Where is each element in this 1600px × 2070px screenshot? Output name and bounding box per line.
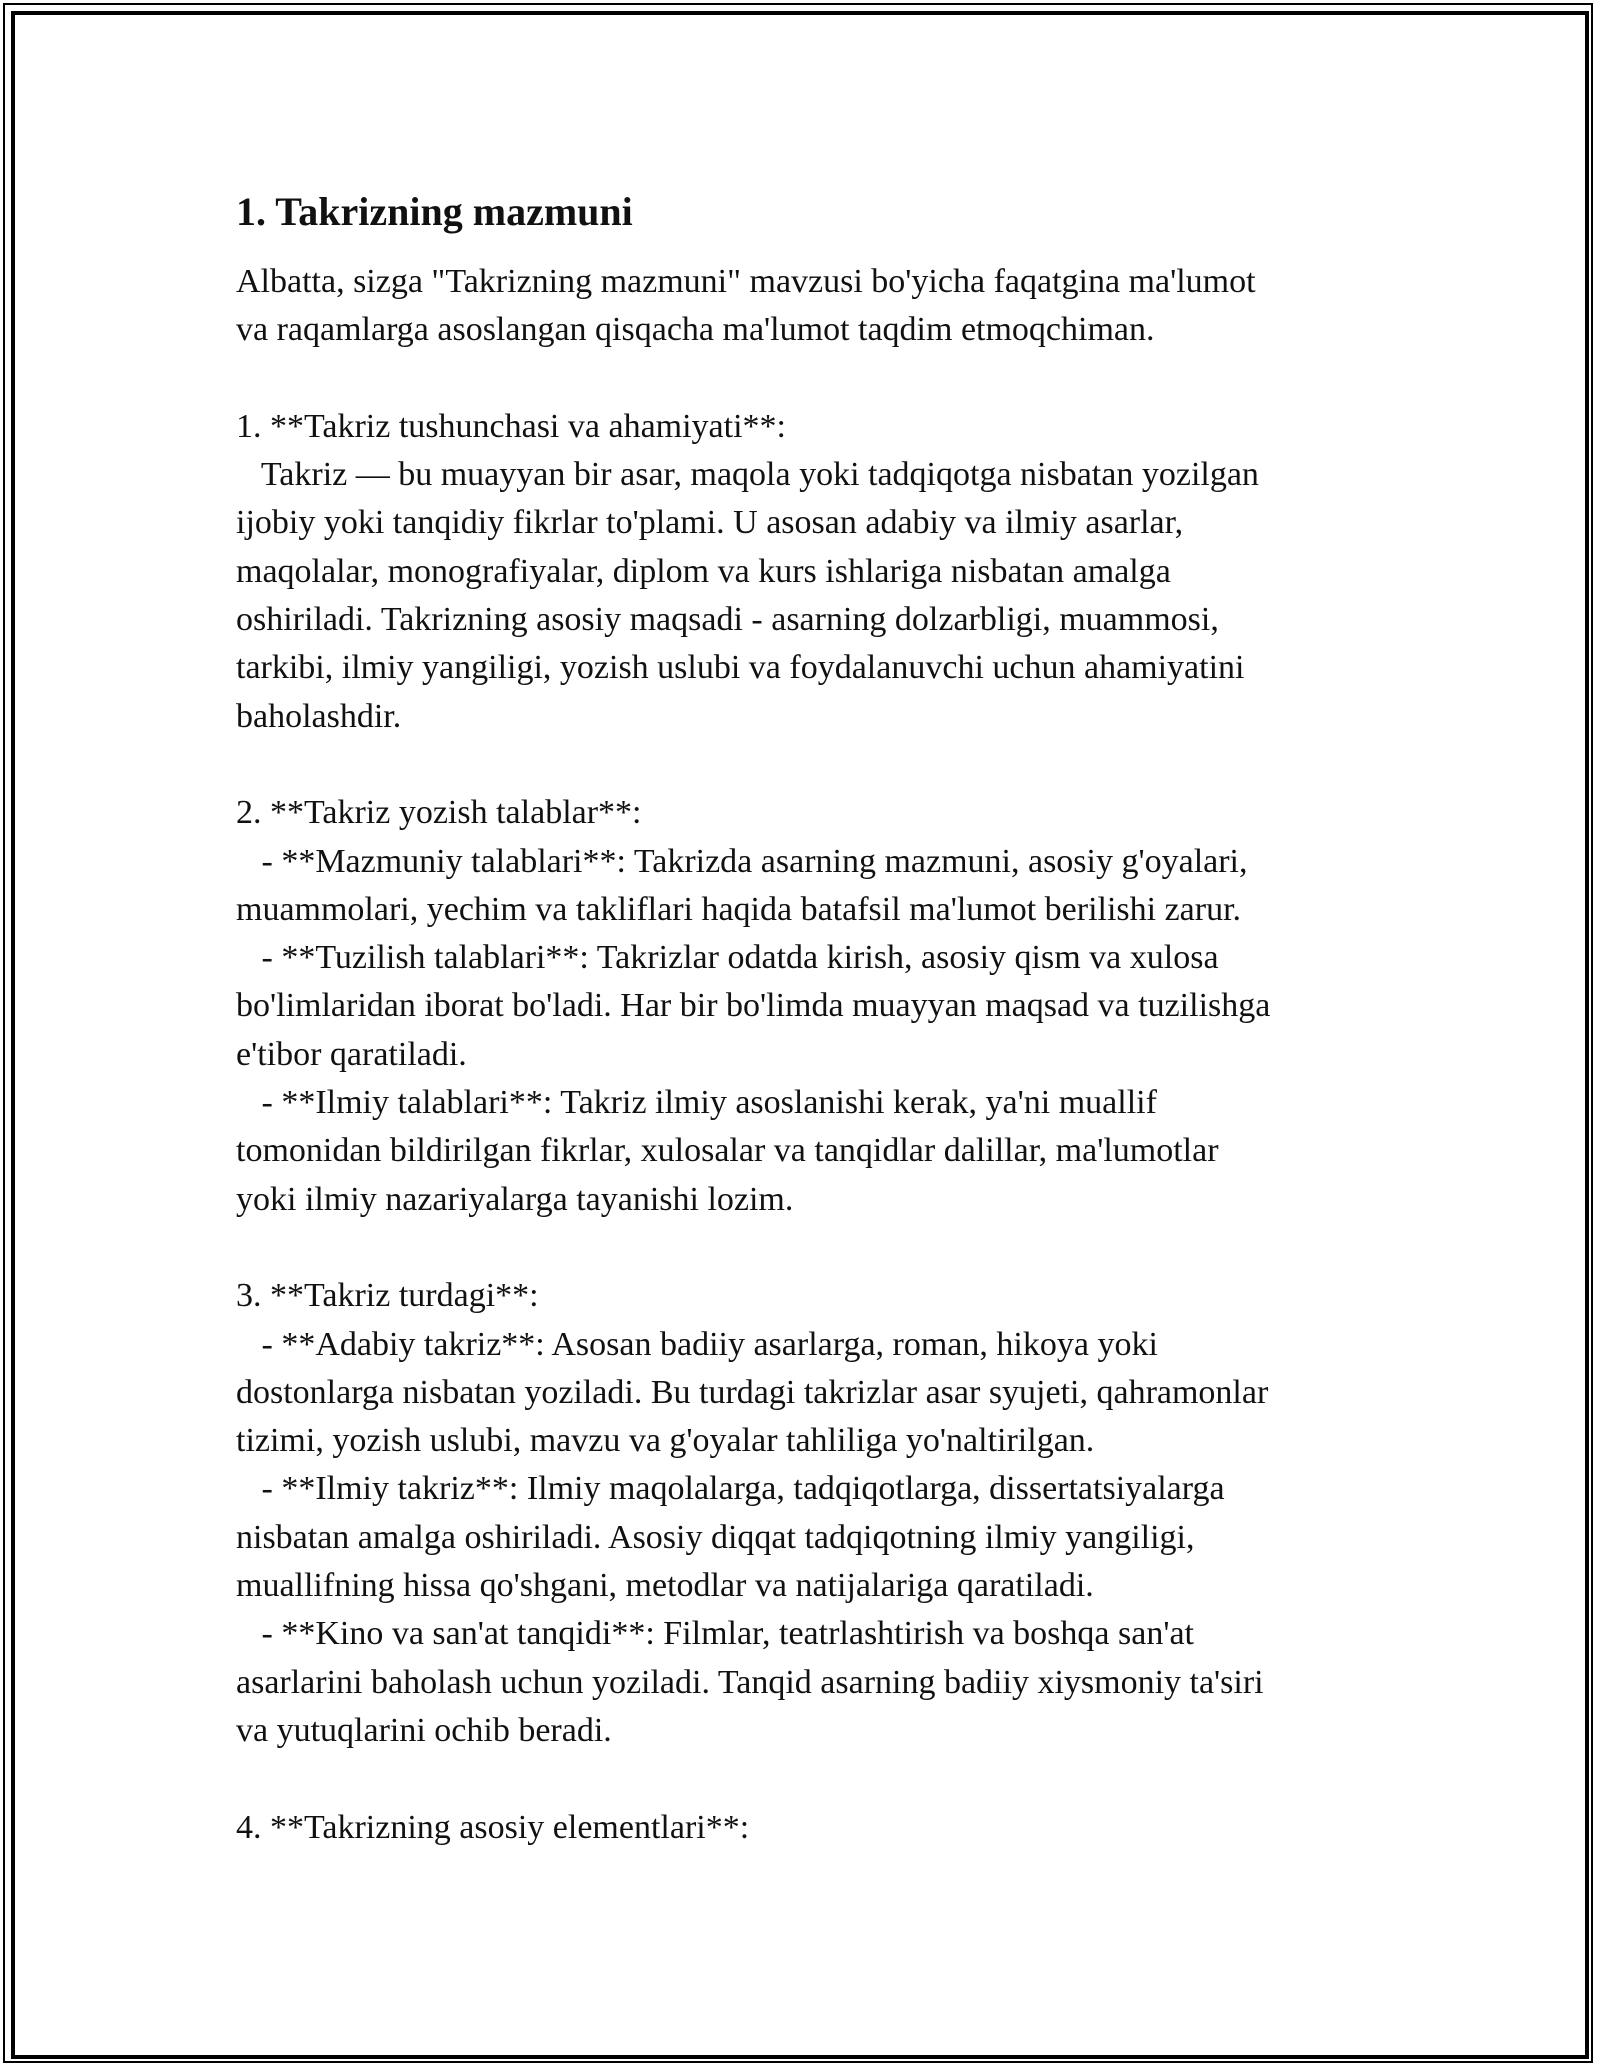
text-line: asarlarini baholash uchun yoziladi. Tanqid asarning badiiy xiysmoniy ta'siri (236, 1663, 1264, 1701)
text-line: - **Tuzilish talablari**: Takrizlar odatda kirish, asosiy qism va xulosa (236, 939, 1219, 977)
document-title: 1. Takrizning mazmuni (236, 189, 633, 234)
text-line: nisbatan amalga oshiriladi. Asosiy diqqat tadqiqotning ilmiy yangiligi, (236, 1518, 1195, 1556)
text-line: 1. **Takriz tushunchasi va ahamiyati**: (236, 407, 786, 445)
text-line (236, 355, 1376, 403)
text-line: yoki ilmiy nazariyalarga tayanishi lozim. (236, 1180, 794, 1218)
text-line: - **Kino va san'at tanqidi**: Filmlar, teatrlashtirish va boshqa san'at (236, 1615, 1194, 1653)
text-line: maqolalar, monografiyalar, diplom va kurs ishlariga nisbatan amalga (236, 552, 1171, 590)
text-line: bo'limlaridan iborat bo'ladi. Har bir bo'limda muayyan maqsad va tuzilishga (236, 987, 1271, 1025)
text-line: 4. **Takrizning asosiy elementlari**: (236, 1808, 750, 1846)
text-line (236, 741, 1376, 789)
text-line: 3. **Takriz turdagi**: (236, 1277, 539, 1315)
text-line: muallifning hissa qo'shgani, metodlar va natijalariga qaratiladi. (236, 1567, 1094, 1605)
text-line: tizimi, yozish uslubi, mavzu va g'oyalar tahliliga yo'naltirilgan. (236, 1422, 1095, 1460)
text-line: - **Ilmiy takriz**: Ilmiy maqolalarga, tadqiqotlarga, dissertatsiyalarga (236, 1470, 1225, 1508)
text-line (236, 1224, 1376, 1272)
text-line: va yutuqlarini ochib beradi. (236, 1711, 612, 1749)
text-line: baholashdir. (236, 697, 402, 735)
text-line: va raqamlarga asoslangan qisqacha ma'lumot taqdim etmoqchiman. (236, 311, 1155, 349)
text-line: - **Mazmuniy talablari**: Takrizda asarning mazmuni, asosiy g'oyalari, (236, 842, 1248, 880)
document-text (236, 258, 1376, 1852)
text-line: dostonlarga nisbatan yoziladi. Bu turdagi takrizlar asar syujeti, qahramonlar (236, 1373, 1269, 1411)
text-line: tomonidan bildirilgan fikrlar, xulosalar va tanqidlar dalillar, ma'lumotlar (236, 1132, 1219, 1170)
text-line: e'tibor qaratiladi. (236, 1035, 467, 1073)
document-body (236, 186, 1376, 1852)
text-line: 2. **Takriz yozish talablar**: (236, 794, 642, 832)
text-line: tarkibi, ilmiy yangiligi, yozish uslubi va foydalanuvchi uchun ahamiyatini (236, 649, 1245, 687)
text-line: Albatta, sizga "Takrizning mazmuni" mavzusi bo'yicha faqatgina ma'lumot (236, 263, 1256, 300)
text-line: oshiriladi. Takrizning asosiy maqsadi - asarning dolzarbligi, muammosi, (236, 601, 1219, 639)
text-line (236, 1755, 1376, 1803)
text-line: - **Ilmiy talablari**: Takriz ilmiy asoslanishi kerak, ya'ni muallif (236, 1084, 1157, 1122)
text-line: - **Adabiy takriz**: Asosan badiiy asarlarga, roman, hikoya yoki (236, 1325, 1158, 1363)
text-line: Takriz — bu muayyan bir asar, maqola yoki tadqiqotga nisbatan yozilgan (236, 456, 1259, 494)
text-line: muammolari, yechim va takliflari haqida batafsil ma'lumot berilishi zarur. (236, 890, 1242, 928)
text-line: ijobiy yoki tanqidiy fikrlar to'plami. U asosan adabiy va ilmiy asarlar, (236, 504, 1184, 542)
